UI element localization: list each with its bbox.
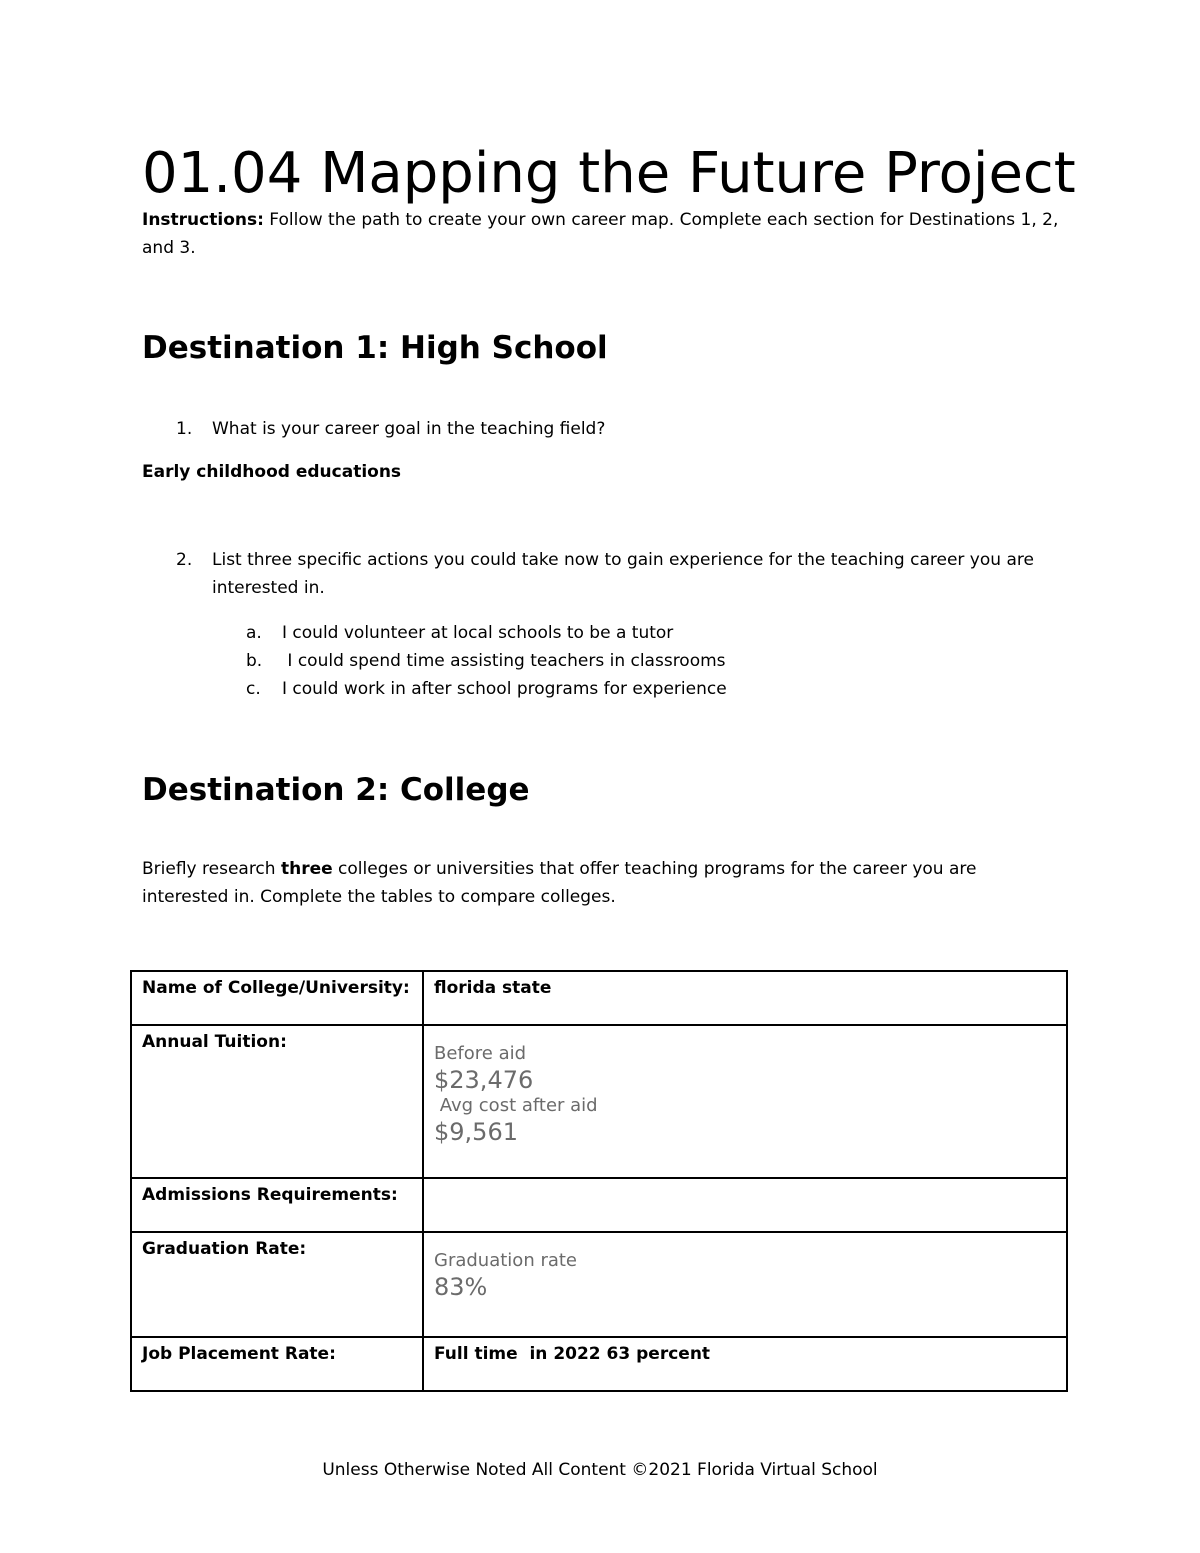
table-row (131, 1337, 1067, 1391)
placement-label-cell: Job Placement Rate: (131, 1337, 423, 1391)
tuition-before-value: $23,476 (434, 1066, 534, 1094)
graduation-value-cell (423, 1232, 1067, 1337)
name-value-cell: florida state (423, 971, 1067, 1025)
action-item-text: I could volunteer at local schools to be a tutor (282, 623, 674, 643)
question-1-answer: Early childhood educations (142, 462, 402, 482)
college-comparison-table (130, 970, 1068, 1392)
destination-2-heading: Destination 2: College (142, 772, 530, 808)
page-footer: Unless Otherwise Noted All Content ©2021 Florida Virtual School (322, 1460, 878, 1480)
action-item (0, 619, 1200, 647)
table-row (131, 971, 1067, 1025)
question-2-text: List three specific actions you could take now to gain experience for the teaching career you are interested in. (212, 550, 1034, 598)
action-item-letter: a. (246, 623, 262, 643)
table-row (131, 1025, 1067, 1178)
intro-text-start: Briefly research (142, 859, 281, 879)
name-label-cell: Name of College/University: (131, 971, 423, 1025)
graduation-rate-value: 83% (434, 1273, 488, 1301)
instructions-label: Instructions: (142, 210, 264, 230)
intro-text-end: colleges or universities that offer teaching programs for the career you are interested in. Complete the tables to compare colleges. (142, 859, 977, 907)
graduation-label-cell: Graduation Rate: (131, 1232, 423, 1337)
placement-value-cell: Full time in 2022 63 percent (423, 1337, 1067, 1391)
tuition-value-cell (423, 1025, 1067, 1178)
destination-2-intro (142, 855, 1022, 911)
tuition-after-value: $9,561 (434, 1118, 518, 1146)
intro-text-emphasis: three (280, 859, 333, 879)
action-item-text: I could spend time assisting teachers in classrooms (282, 651, 726, 671)
question-1 (142, 415, 1102, 443)
question-1-number: 1. (176, 419, 193, 439)
destination-1-heading: Destination 1: High School (142, 330, 608, 366)
tuition-after-label: Avg cost after aid (434, 1095, 598, 1116)
table-row (131, 1232, 1067, 1337)
instructions-text: Follow the path to create your own career map. Complete each section for Destinations 1, 2, and 3. (142, 210, 1059, 258)
admissions-value-cell (423, 1178, 1067, 1232)
question-2-number: 2. (176, 550, 193, 570)
action-item (0, 647, 1200, 675)
action-item-text: I could work in after school programs for experience (282, 679, 727, 699)
question-2 (142, 546, 1102, 602)
action-item-letter: c. (246, 679, 261, 699)
document-title: 01.04 Mapping the Future Project (142, 141, 1076, 206)
table-row (131, 1178, 1067, 1232)
tuition-before-label: Before aid (434, 1043, 527, 1064)
question-1-text: What is your career goal in the teaching field? (212, 419, 606, 439)
action-item (0, 675, 1200, 703)
instructions (142, 206, 1062, 262)
graduation-sub-label: Graduation rate (434, 1250, 578, 1271)
action-item-letter: b. (246, 651, 263, 671)
admissions-label-cell: Admissions Requirements: (131, 1178, 423, 1232)
tuition-label-cell: Annual Tuition: (131, 1025, 423, 1178)
